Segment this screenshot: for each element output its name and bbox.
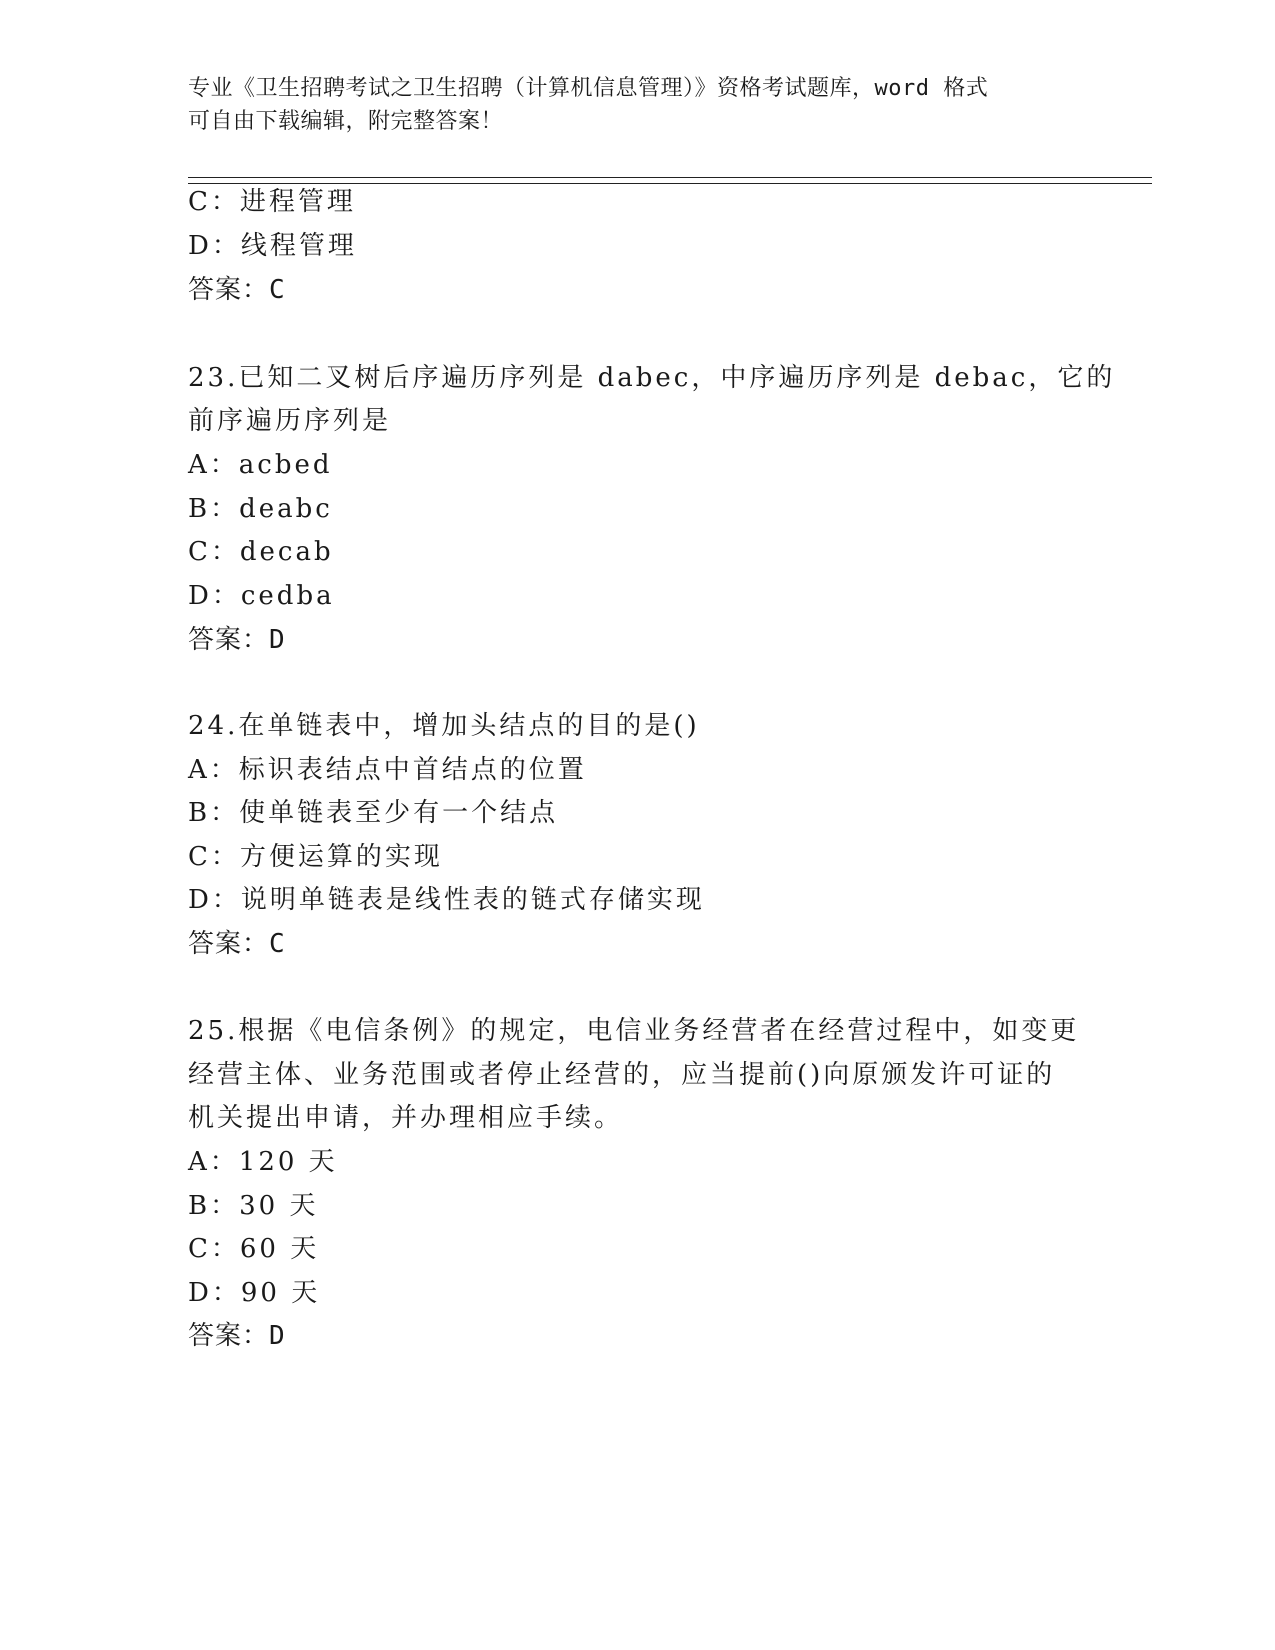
q25-stem-line-1: 25.根据《电信条例》的规定，电信业务经营者在经营过程中，如变更 bbox=[188, 1016, 1080, 1046]
q22-option-d: D：线程管理 bbox=[188, 231, 357, 261]
q22-option-c: C：进程管理 bbox=[188, 187, 356, 217]
q23-option-c: C：decab bbox=[188, 537, 334, 567]
q25-stem-line-3: 机关提出申请，并办理相应手续。 bbox=[188, 1103, 624, 1133]
q23-answer: 答案：D bbox=[188, 625, 286, 655]
q23-option-b: B：deabc bbox=[188, 494, 333, 524]
q25-answer: 答案：D bbox=[188, 1321, 286, 1351]
q22-answer: 答案：C bbox=[188, 275, 286, 305]
q25-option-b: B：30 天 bbox=[188, 1191, 319, 1221]
document-header bbox=[188, 72, 1088, 138]
header-divider-top bbox=[188, 177, 1152, 178]
q25-option-c: C：60 天 bbox=[188, 1234, 320, 1264]
q24-answer: 答案：C bbox=[188, 929, 286, 959]
q24-option-b: B：使单链表至少有一个结点 bbox=[188, 798, 559, 828]
q23-option-d: D：cedba bbox=[188, 581, 335, 611]
q24-stem-line-1: 24.在单链表中，增加头结点的目的是() bbox=[188, 711, 700, 741]
q23-stem-line-1: 23.已知二叉树后序遍历序列是 dabec，中序遍历序列是 debac，它的 bbox=[188, 363, 1116, 393]
header-line-1: 专业《卫生招聘考试之卫生招聘（计算机信息管理）》资格考试题库，word 格式 bbox=[188, 76, 989, 101]
q25-stem-line-2: 经营主体、业务范围或者停止经营的，应当提前()向原颁发许可证的 bbox=[188, 1060, 1056, 1090]
q23-stem-line-2: 前序遍历序列是 bbox=[188, 406, 392, 436]
q24-option-a: A：标识表结点中首结点的位置 bbox=[188, 755, 587, 785]
q25-option-d: D：90 天 bbox=[188, 1278, 321, 1308]
q25-option-a: A：120 天 bbox=[188, 1147, 338, 1177]
header-divider-bottom bbox=[188, 183, 1152, 184]
q23-option-a: A：acbed bbox=[188, 450, 333, 480]
header-line-2: 可自由下载编辑，附完整答案！ bbox=[188, 109, 504, 134]
q24-option-c: C：方便运算的实现 bbox=[188, 842, 443, 872]
q24-option-d: D：说明单链表是线性表的链式存储实现 bbox=[188, 885, 705, 915]
